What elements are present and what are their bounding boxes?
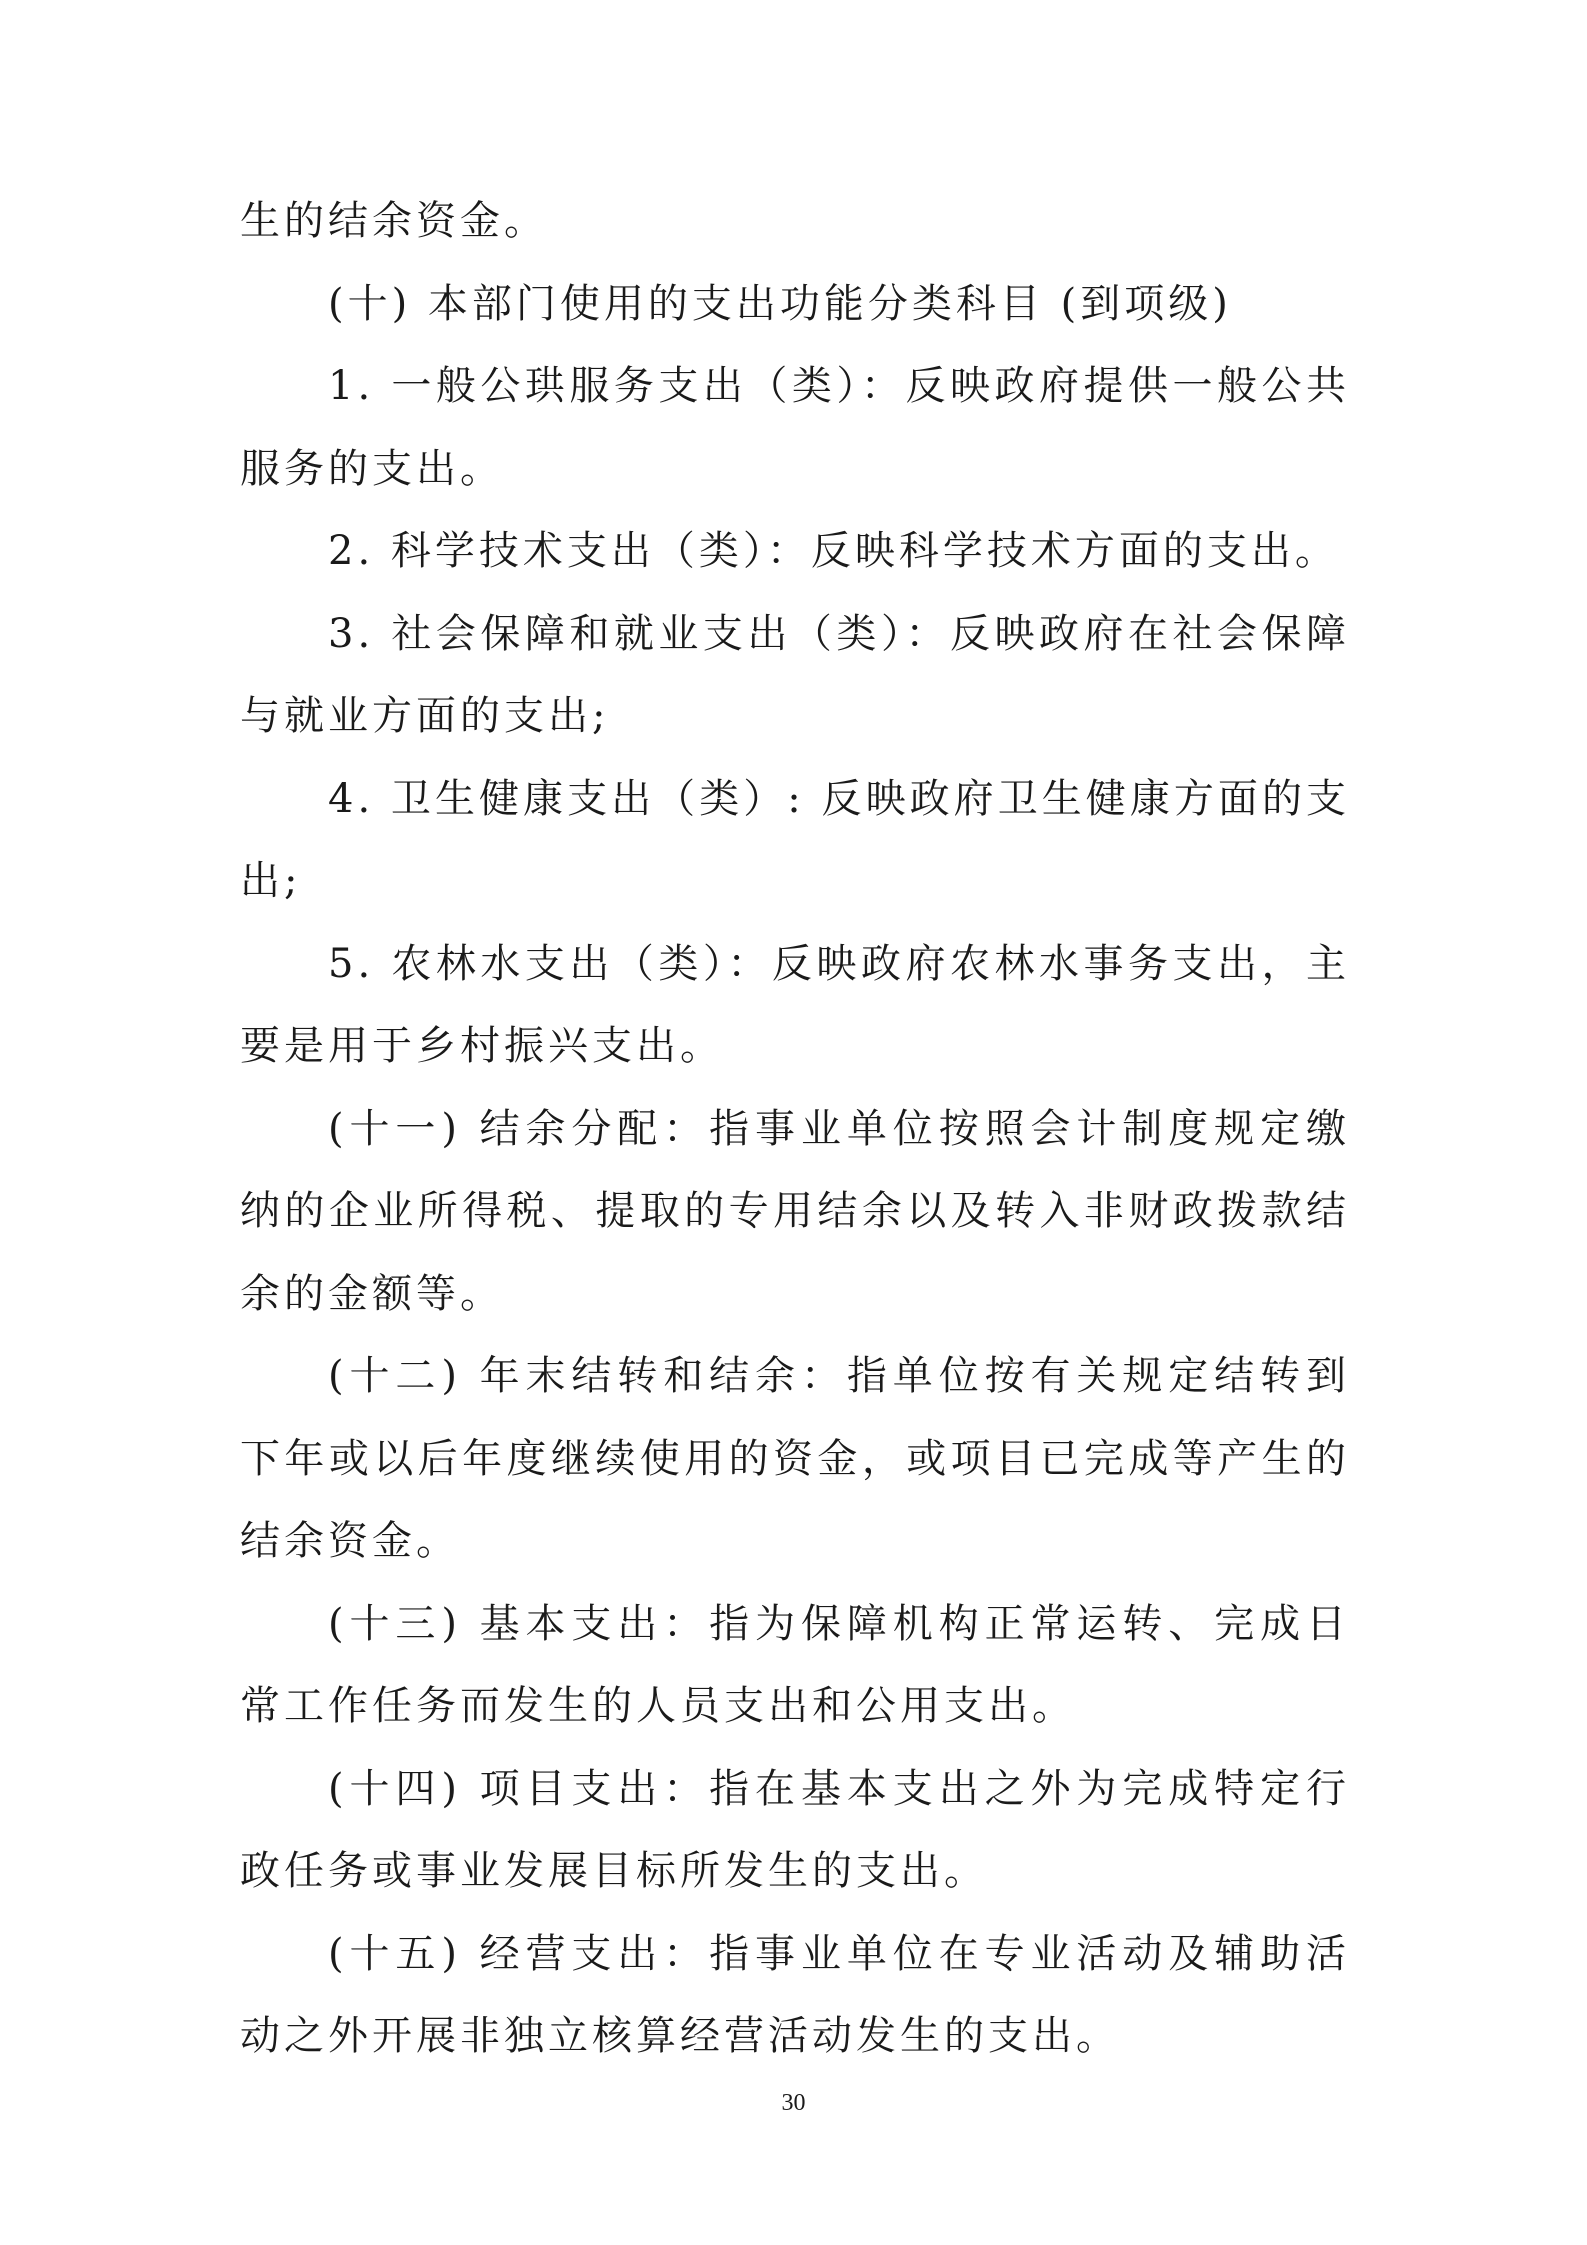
paragraph-item-1: 1. 一般公珙服务支出（类）：反映政府提供一般公共服务的支出。 — [240, 363, 1350, 492]
paragraph-section-12: (十二) 年末结转和结余：指单位按有关规定结转到下年或以后年度继续使用的资金，或项目已完成等产生的结余资金。 — [240, 1353, 1350, 1564]
paragraph-section-13: (十三) 基本支出：指为保障机构正常运转、完成日常工作任务而发生的人员支出和公用支出。 — [240, 1600, 1350, 1729]
page-number: 30 — [781, 2090, 806, 2116]
paragraph-section-15: (十五) 经营支出：指事业单位在专业活动及辅助活动之外开展非独立核算经营活动发生的支出。 — [240, 1930, 1350, 2059]
paragraph-continuation: 生的结余资金。 — [240, 198, 548, 244]
paragraph-item-5: 5. 农林水支出（类）：反映政府农林水事务支出，主要是用于乡村振兴支出。 — [240, 940, 1350, 1069]
paragraph-section-10: (十) 本部门使用的支出功能分类科目 (到项级) — [328, 280, 1232, 327]
paragraph-item-4: 4. 卫生健康支出（类）: 反映政府卫生健康方面的支出; — [240, 775, 1350, 904]
paragraph-section-14: (十四) 项目支出：指在基本支出之外为完成特定行政任务或事业发展目标所发生的支出。 — [240, 1765, 1350, 1894]
paragraph-item-2: 2. 科学技术支出（类）：反映科学技术方面的支出。 — [328, 528, 1339, 574]
paragraph-section-11: (十一) 结余分配：指事业单位按照会计制度规定缴纳的企业所得税、提取的专用结余以及转入非财政拨款结余的金额等。 — [240, 1105, 1350, 1317]
body-text — [240, 180, 1350, 2078]
paragraph-item-3: 3. 社会保障和就业支出（类）：反映政府在社会保障与就业方面的支出; — [240, 610, 1350, 739]
